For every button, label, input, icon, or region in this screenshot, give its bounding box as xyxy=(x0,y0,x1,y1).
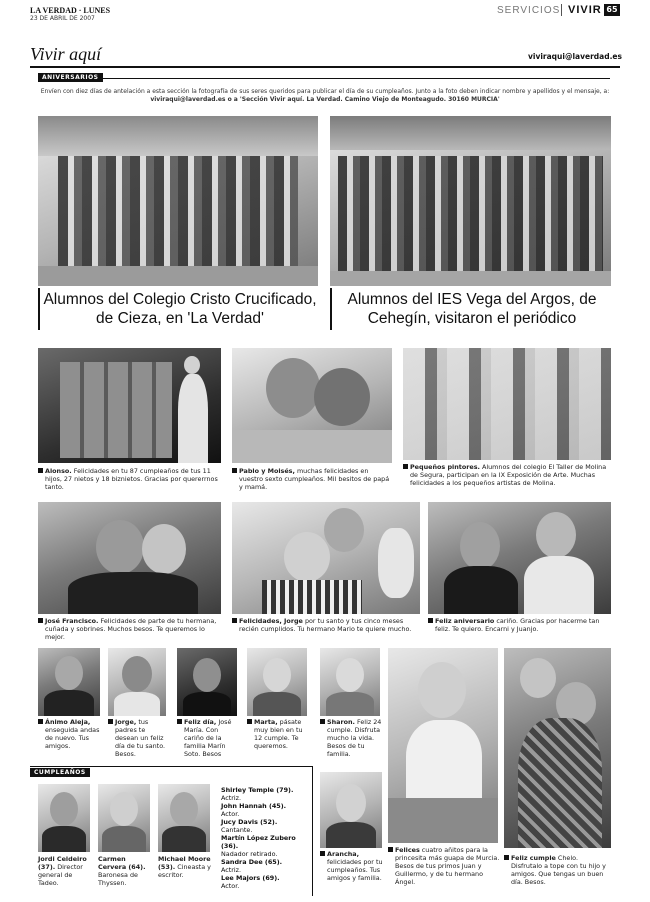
photo-feliz-cumple-chelo xyxy=(504,648,611,848)
photo-aleja xyxy=(38,648,100,716)
caption-arancha: Arancha, felicidades por tu cumpleaños. Tus amigos y familia. xyxy=(320,850,384,882)
caption-jorge: Felicidades, Jorge por tu santo y tus cinco meses recién cumplidos. Tu hermano Mario te quiere mucho. xyxy=(232,617,420,633)
headline-vega: Alumnos del IES Vega del Argos, de Cehegín, visitaron el periódico xyxy=(347,291,597,327)
photo-pablo-moises xyxy=(232,348,392,463)
story-left-bar xyxy=(38,288,40,330)
caption-jorge-santo: Jorge, tus padres te desean un feliz día de tu santo. Besos. xyxy=(108,718,168,758)
photo-felices-princesita xyxy=(388,648,498,843)
photo-jose-maria xyxy=(177,648,237,716)
photo-arancha xyxy=(320,772,382,848)
aniversarios-tag: ANIVERSARIOS xyxy=(38,73,103,82)
story-right-bar xyxy=(330,288,332,330)
photo-jordi-celdeiro xyxy=(38,784,90,852)
photo-michael-moore xyxy=(158,784,210,852)
masthead-subsection: VIVIR xyxy=(568,4,602,16)
photo-ies-vega xyxy=(330,116,611,286)
title-rule xyxy=(30,66,620,68)
caption-alonso: Alonso. Felicidades en tu 87 cumpleaños de tus 11 hijos, 27 nietos y 18 biznietos. Gracias por quererrnos tanto. xyxy=(38,467,222,491)
cumple-michael: Michael Moore (53). Cineasta y escritor. xyxy=(158,855,211,879)
photo-carmen-cervera xyxy=(98,784,150,852)
masthead-section: SERVICIOS xyxy=(497,5,561,16)
contact-email[interactable]: viviraqui@laverdad.es xyxy=(528,52,622,61)
photo-colegio-cristo xyxy=(38,116,318,286)
caption-jose-francisco: José Francisco. Felicidades de parte de tu hermana, cuñada y sobrines. Muchos besos. Te queremos lo mejor. xyxy=(38,617,222,641)
caption-pequenos-pintores: Pequeños pintores. Alumnos del colegio El Taller de Molina de Segura, participan en la IX Exposición de Arte. Muchas felicidades a los pequeños artistas de Molina. xyxy=(403,463,611,487)
aniversarios-intro: Envíen con diez días de antelación a esta sección la fotografía de sus seres queridos para publicar el día de su cumpleaños. Junto a la foto deben indicar nombre y apellidos y el mensaje, a: viviraqui@laverdad.es o a 'Sección Vivir aquí. La Verdad. Camino Viejo de Monteagudo. 30160 MURCIA' xyxy=(40,88,610,103)
caption-pablo-moises: Pablo y Moisés, muchas felicidades en vuestro sexto cumpleaños. Mil besitos de papá y mamá. xyxy=(232,467,392,491)
cumpleanos-list: Shirley Temple (79). Actriz. John Hannah (45). Actor. Jucy Davis (52). Cantante. Martín López Zubero (36). Nadador retirado. Sandra Dee (65). Actriz. Lee Majors (69). Actor. xyxy=(221,786,296,890)
photo-jorge-santo xyxy=(108,648,166,716)
photo-jorge xyxy=(232,502,420,614)
caption-felices: Felices cuatro añitos para la princesita más guapa de Murcia. Besos de tus primos Juan y Guillermo, y de tu hermano Ángel. xyxy=(388,846,500,886)
photo-sharon xyxy=(320,648,380,716)
photo-jose-francisco xyxy=(38,502,221,614)
caption-feliz-cumple: Feliz cumple Chelo. Disfrutalo a tope con tu hijo y amigos. Que tengas un buen día. Besos. xyxy=(504,854,611,886)
caption-feliz-aniversario: Feliz aniversario cariño. Gracias por hacerme tan feliz. Te quiero. Encarni y Juanjo. xyxy=(428,617,611,633)
page-title: Vivir aquí xyxy=(30,44,102,64)
aniversarios-rule xyxy=(100,78,610,79)
photo-pequenos-pintores xyxy=(403,348,611,460)
photo-alonso xyxy=(38,348,221,463)
caption-jose-maria: Feliz día, José María. Con cariño de la familia Marín Soto. Besos xyxy=(177,718,239,758)
photo-marta xyxy=(247,648,307,716)
headline-cristo: Alumnos del Colegio Cristo Crucificado, de Cieza, en 'La Verdad' xyxy=(43,291,317,327)
page-number: 65 xyxy=(604,4,620,16)
caption-aleja: Ánimo Aleja, enseguida andas de nuevo. Tus amigos. xyxy=(38,718,102,750)
masthead-separator xyxy=(561,4,562,16)
cumple-jordi: Jordi Celdeiro (37). Director general de Tadeo. xyxy=(38,855,87,887)
photo-feliz-aniversario xyxy=(428,502,611,614)
masthead-date: 23 DE ABRIL DE 2007 xyxy=(30,15,95,22)
cumpleanos-tag: CUMPLEAÑOS xyxy=(30,768,90,777)
caption-marta: Marta, pásate muy bien en tu 12 cumple. Te queremos. xyxy=(247,718,309,750)
caption-sharon: Sharon. Feliz 24 cumple. Disfruta mucho la vida. Besos de tu familia. xyxy=(320,718,384,758)
masthead-paper: LA VERDAD · LUNES xyxy=(30,6,111,15)
cumple-carmen: Carmen Cervera (64). Baronesa de Thyssen. xyxy=(98,855,146,887)
